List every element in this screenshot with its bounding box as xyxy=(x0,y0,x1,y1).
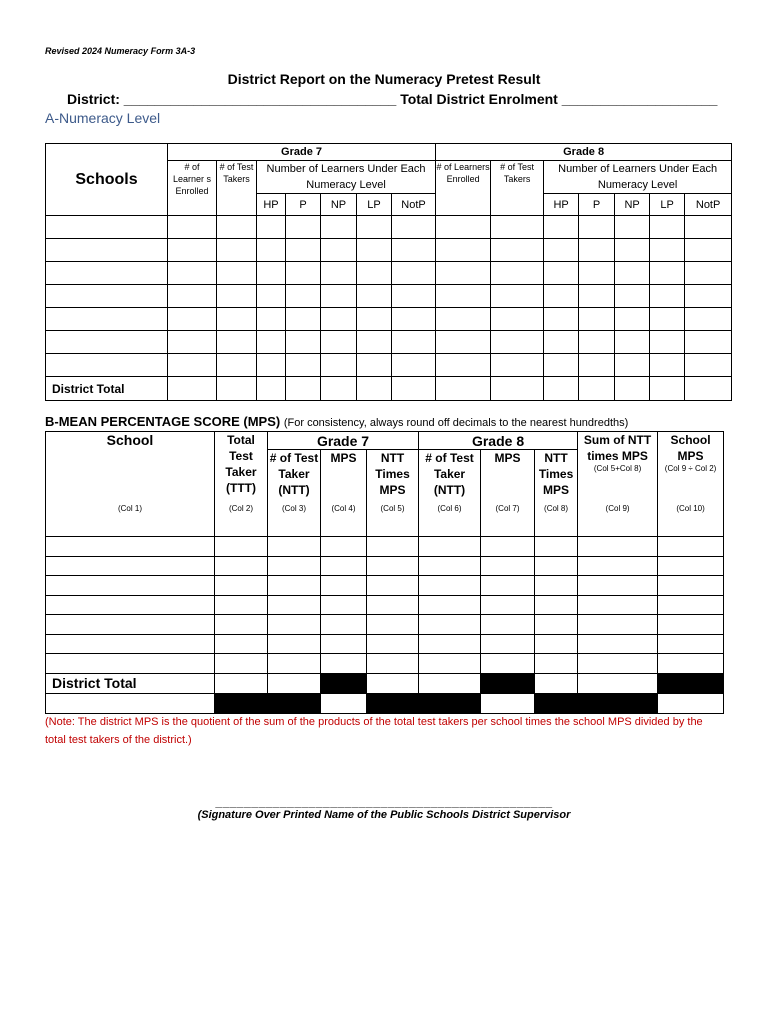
table-cell xyxy=(544,216,579,239)
ttt-header: Total Test Taker (TTT) xyxy=(215,432,268,504)
table-cell xyxy=(168,331,217,354)
table-cell xyxy=(491,285,544,308)
table-cell xyxy=(578,556,658,576)
table-cell xyxy=(685,216,732,239)
table-cell xyxy=(658,654,724,674)
table-cell xyxy=(321,595,367,615)
table-cell xyxy=(321,262,357,285)
table-cell xyxy=(286,285,321,308)
table-cell xyxy=(46,693,215,713)
table-cell xyxy=(436,308,491,331)
table-cell xyxy=(46,216,168,239)
table-cell xyxy=(392,216,436,239)
table-cell xyxy=(650,239,685,262)
table-cell xyxy=(491,331,544,354)
level-np: NP xyxy=(321,194,357,216)
table-cell xyxy=(436,262,491,285)
schools-header: Schools xyxy=(46,144,168,216)
g8-ntt-header: # of Test Taker (NTT) xyxy=(419,450,481,504)
table-cell xyxy=(658,576,724,596)
table-cell xyxy=(650,216,685,239)
table-cell xyxy=(321,576,367,596)
school-header: School xyxy=(46,432,215,504)
table-row xyxy=(46,595,724,615)
table-cell xyxy=(367,556,419,576)
table-cell xyxy=(615,239,650,262)
table-cell xyxy=(215,576,268,596)
table-cell xyxy=(286,216,321,239)
table-cell xyxy=(257,354,286,377)
table-cell xyxy=(650,285,685,308)
table-cell xyxy=(321,216,357,239)
col-4-label: (Col 4) xyxy=(321,504,367,537)
shaded-cell xyxy=(215,693,268,713)
col-8-label: (Col 8) xyxy=(535,504,578,537)
table-cell xyxy=(481,693,535,713)
table-cell xyxy=(168,239,217,262)
table-cell xyxy=(419,576,481,596)
district-mps-note: (Note: The district MPS is the quotient of the sum of the products of the total test takers per school times the school MPS divided by the total test takers of the district.) xyxy=(45,716,703,746)
table-cell xyxy=(650,262,685,285)
table-cell xyxy=(544,354,579,377)
table-cell xyxy=(579,216,615,239)
table-cell xyxy=(650,354,685,377)
table-row xyxy=(46,262,732,285)
table-cell xyxy=(579,377,615,401)
table-cell xyxy=(658,634,724,654)
table-cell xyxy=(578,615,658,635)
table-cell xyxy=(491,377,544,401)
level-lp: LP xyxy=(357,194,392,216)
table-cell xyxy=(578,576,658,596)
table-cell xyxy=(215,634,268,654)
table-cell xyxy=(357,331,392,354)
table-cell xyxy=(286,331,321,354)
shaded-cell xyxy=(268,693,321,713)
table-cell xyxy=(286,262,321,285)
table-cell xyxy=(168,285,217,308)
mps-district-total-label: District Total xyxy=(46,673,215,693)
table-cell xyxy=(217,216,257,239)
table-cell xyxy=(650,308,685,331)
table-cell xyxy=(615,308,650,331)
table-cell xyxy=(419,556,481,576)
table-cell xyxy=(257,262,286,285)
table-cell xyxy=(535,615,578,635)
table-cell xyxy=(419,595,481,615)
shaded-cell xyxy=(367,693,419,713)
sum-ntt-label: Sum of NTT times MPS xyxy=(583,433,652,463)
table-cell xyxy=(491,354,544,377)
col-3-label: (Col 3) xyxy=(268,504,321,537)
col-7-label: (Col 7) xyxy=(481,504,535,537)
table-cell xyxy=(685,308,732,331)
table-row xyxy=(46,576,724,596)
table-cell xyxy=(357,239,392,262)
level-hp: HP xyxy=(257,194,286,216)
g8-enrolled-header: # of Learners Enrolled xyxy=(436,161,491,216)
g8-ntt-times-mps-header: NTT Times MPS xyxy=(535,450,578,504)
table-cell xyxy=(685,354,732,377)
table-cell xyxy=(367,615,419,635)
table-cell xyxy=(168,308,217,331)
table-cell xyxy=(491,239,544,262)
table-cell xyxy=(481,654,535,674)
section-b-heading xyxy=(45,414,628,429)
col-9-label: (Col 9) xyxy=(578,504,658,537)
level-notp: NotP xyxy=(685,194,732,216)
table-cell xyxy=(257,308,286,331)
table-row xyxy=(46,285,732,308)
table-cell xyxy=(217,285,257,308)
table-cell xyxy=(392,354,436,377)
table-row xyxy=(46,354,732,377)
table-cell xyxy=(544,308,579,331)
table-cell xyxy=(46,331,168,354)
table-row xyxy=(46,239,732,262)
shaded-cell xyxy=(535,693,578,713)
table-cell xyxy=(168,262,217,285)
table-cell xyxy=(268,537,321,557)
table-cell xyxy=(215,556,268,576)
grade7-header: Grade 7 xyxy=(168,144,436,161)
table-row xyxy=(46,654,724,674)
school-mps-header xyxy=(658,432,724,504)
level-np: NP xyxy=(615,194,650,216)
table-cell xyxy=(419,634,481,654)
table-cell xyxy=(392,331,436,354)
table-cell xyxy=(215,654,268,674)
table-cell xyxy=(367,595,419,615)
table-cell xyxy=(491,262,544,285)
shaded-cell xyxy=(578,693,658,713)
table-row xyxy=(46,634,724,654)
table-cell xyxy=(286,377,321,401)
table-cell xyxy=(215,595,268,615)
table-cell xyxy=(392,377,436,401)
shaded-cell xyxy=(658,673,724,693)
table-cell xyxy=(419,537,481,557)
table-cell xyxy=(650,331,685,354)
table-cell xyxy=(367,654,419,674)
table-row xyxy=(46,556,724,576)
table-cell xyxy=(321,615,367,635)
table-cell xyxy=(615,377,650,401)
table-cell xyxy=(436,354,491,377)
table-cell xyxy=(419,654,481,674)
col-2-label: (Col 2) xyxy=(215,504,268,537)
table-cell xyxy=(367,673,419,693)
table-cell xyxy=(658,615,724,635)
table-cell xyxy=(481,556,535,576)
table-cell xyxy=(268,615,321,635)
table-cell xyxy=(535,537,578,557)
school-mps-label: School MPS xyxy=(670,433,711,463)
table-cell xyxy=(46,285,168,308)
table-cell xyxy=(685,331,732,354)
table-cell xyxy=(658,537,724,557)
table-cell xyxy=(286,308,321,331)
table-cell xyxy=(544,331,579,354)
table-cell xyxy=(685,239,732,262)
table-cell xyxy=(357,308,392,331)
table-cell xyxy=(392,308,436,331)
g7-ntt-times-mps-header: NTT Times MPS xyxy=(367,450,419,504)
table-cell xyxy=(357,262,392,285)
table-cell xyxy=(217,331,257,354)
page-title: District Report on the Numeracy Pretest Result xyxy=(227,71,541,87)
table-cell xyxy=(367,634,419,654)
table-cell xyxy=(535,576,578,596)
table-cell xyxy=(215,615,268,635)
table-cell xyxy=(321,537,367,557)
table-cell xyxy=(268,576,321,596)
table-cell xyxy=(579,239,615,262)
shaded-cell xyxy=(481,673,535,693)
table-cell xyxy=(535,556,578,576)
table-cell xyxy=(321,654,367,674)
table-cell xyxy=(658,556,724,576)
table-cell xyxy=(286,354,321,377)
sum-ntt-formula: (Col 5+Col 8) xyxy=(593,464,642,473)
g8-level-header: Number of Learners Under Each Numeracy Level xyxy=(544,161,732,194)
table-cell xyxy=(579,354,615,377)
g7-mps-header: MPS xyxy=(321,450,367,504)
school-mps-formula: (Col 9 ÷ Col 2) xyxy=(664,464,717,473)
table-cell xyxy=(615,262,650,285)
shaded-cell xyxy=(321,673,367,693)
table-cell xyxy=(46,262,168,285)
level-notp: NotP xyxy=(392,194,436,216)
table-cell xyxy=(481,576,535,596)
table-cell xyxy=(321,556,367,576)
table-cell xyxy=(257,331,286,354)
table-cell xyxy=(321,331,357,354)
table-cell xyxy=(321,634,367,654)
table-cell xyxy=(321,239,357,262)
g7-ntt-header: # of Test Taker (NTT) xyxy=(268,450,321,504)
section-a-heading: A-Numeracy Level xyxy=(45,110,161,126)
table-cell xyxy=(217,377,257,401)
table-cell xyxy=(658,595,724,615)
district-line: District: ___________________________________ Total District Enrolment ____________________ xyxy=(67,91,718,107)
table-cell xyxy=(481,615,535,635)
table-cell xyxy=(419,615,481,635)
table-cell xyxy=(578,634,658,654)
mps-table xyxy=(45,431,724,714)
table-cell xyxy=(357,377,392,401)
district-total-label: District Total xyxy=(46,377,168,401)
table-cell xyxy=(392,239,436,262)
table-cell xyxy=(419,673,481,693)
table-cell xyxy=(321,308,357,331)
table-row xyxy=(46,615,724,635)
level-lp: LP xyxy=(650,194,685,216)
g8-takers-header: # of Test Takers xyxy=(491,161,544,216)
table-cell xyxy=(491,216,544,239)
table-cell xyxy=(392,285,436,308)
col-6-label: (Col 6) xyxy=(419,504,481,537)
table-cell xyxy=(544,285,579,308)
grade8-mps-header: Grade 8 xyxy=(419,432,578,450)
table-cell xyxy=(436,377,491,401)
signature-line: _______________________________________________ xyxy=(215,795,553,809)
table-cell xyxy=(436,216,491,239)
table-cell xyxy=(257,239,286,262)
table-cell xyxy=(321,693,367,713)
table-cell xyxy=(217,308,257,331)
grade8-header: Grade 8 xyxy=(436,144,732,161)
table-cell xyxy=(268,654,321,674)
col-10-label: (Col 10) xyxy=(658,504,724,537)
table-cell xyxy=(168,377,217,401)
table-cell xyxy=(46,634,215,654)
form-revision-label: Revised 2024 Numeracy Form 3A-3 xyxy=(45,46,196,56)
table-cell xyxy=(579,262,615,285)
table-cell xyxy=(579,285,615,308)
signature-caption: (Signature Over Printed Name of the Public Schools District Supervisor xyxy=(197,809,571,821)
table-cell xyxy=(615,216,650,239)
table-cell xyxy=(46,595,215,615)
table-cell xyxy=(578,537,658,557)
table-cell xyxy=(535,673,578,693)
table-cell xyxy=(685,285,732,308)
table-cell xyxy=(215,537,268,557)
table-cell xyxy=(217,239,257,262)
table-cell xyxy=(535,654,578,674)
table-cell xyxy=(217,354,257,377)
section-b-title: B-MEAN PERCENTAGE SCORE (MPS) xyxy=(45,414,281,429)
g7-enrolled-header: # of Learner s Enrolled xyxy=(168,161,217,216)
table-cell xyxy=(46,615,215,635)
table-cell xyxy=(46,239,168,262)
table-row xyxy=(46,216,732,239)
table-cell xyxy=(357,285,392,308)
table-cell xyxy=(544,377,579,401)
table-cell xyxy=(46,537,215,557)
table-cell xyxy=(535,634,578,654)
g8-mps-header: MPS xyxy=(481,450,535,504)
table-cell xyxy=(46,576,215,596)
level-p: P xyxy=(286,194,321,216)
table-cell xyxy=(436,285,491,308)
table-cell xyxy=(481,595,535,615)
table-cell xyxy=(215,673,268,693)
table-cell xyxy=(46,556,215,576)
table-cell xyxy=(268,595,321,615)
table-cell xyxy=(658,693,724,713)
grade7-mps-header: Grade 7 xyxy=(268,432,419,450)
table-cell xyxy=(491,308,544,331)
table-cell xyxy=(46,354,168,377)
table-cell xyxy=(392,262,436,285)
table-cell xyxy=(578,673,658,693)
table-cell xyxy=(436,331,491,354)
numeracy-level-table xyxy=(45,143,732,401)
table-cell xyxy=(578,595,658,615)
table-cell xyxy=(685,262,732,285)
sum-ntt-header xyxy=(578,432,658,504)
g7-takers-header: # of Test Takers xyxy=(217,161,257,216)
shaded-cell xyxy=(419,693,481,713)
table-cell xyxy=(578,654,658,674)
col-1-label: (Col 1) xyxy=(46,504,215,537)
table-cell xyxy=(481,634,535,654)
table-cell xyxy=(286,239,321,262)
section-b-note: (For consistency, always round off decimals to the nearest hundredths) xyxy=(283,417,629,429)
table-cell xyxy=(579,308,615,331)
table-cell xyxy=(367,537,419,557)
table-cell xyxy=(544,239,579,262)
table-cell xyxy=(357,354,392,377)
table-cell xyxy=(615,354,650,377)
table-cell xyxy=(46,308,168,331)
table-cell xyxy=(357,216,392,239)
table-cell xyxy=(436,239,491,262)
table-cell xyxy=(544,262,579,285)
table-cell xyxy=(650,377,685,401)
col-5-label: (Col 5) xyxy=(367,504,419,537)
level-p: P xyxy=(579,194,615,216)
table-cell xyxy=(579,331,615,354)
table-cell xyxy=(321,285,357,308)
table-row xyxy=(46,331,732,354)
table-cell xyxy=(168,354,217,377)
table-cell xyxy=(535,595,578,615)
table-cell xyxy=(321,377,357,401)
table-cell xyxy=(46,654,215,674)
table-cell xyxy=(257,216,286,239)
table-cell xyxy=(168,216,217,239)
table-cell xyxy=(268,634,321,654)
table-row xyxy=(46,537,724,557)
table-cell xyxy=(268,556,321,576)
table-cell xyxy=(257,377,286,401)
table-cell xyxy=(257,285,286,308)
table-row xyxy=(46,308,732,331)
table-cell xyxy=(615,331,650,354)
table-cell xyxy=(367,576,419,596)
table-cell xyxy=(321,354,357,377)
table-cell xyxy=(481,537,535,557)
table-cell xyxy=(685,377,732,401)
table-cell xyxy=(268,673,321,693)
table-cell xyxy=(615,285,650,308)
g7-level-header: Number of Learners Under Each Numeracy Level xyxy=(257,161,436,194)
table-cell xyxy=(217,262,257,285)
level-hp: HP xyxy=(544,194,579,216)
